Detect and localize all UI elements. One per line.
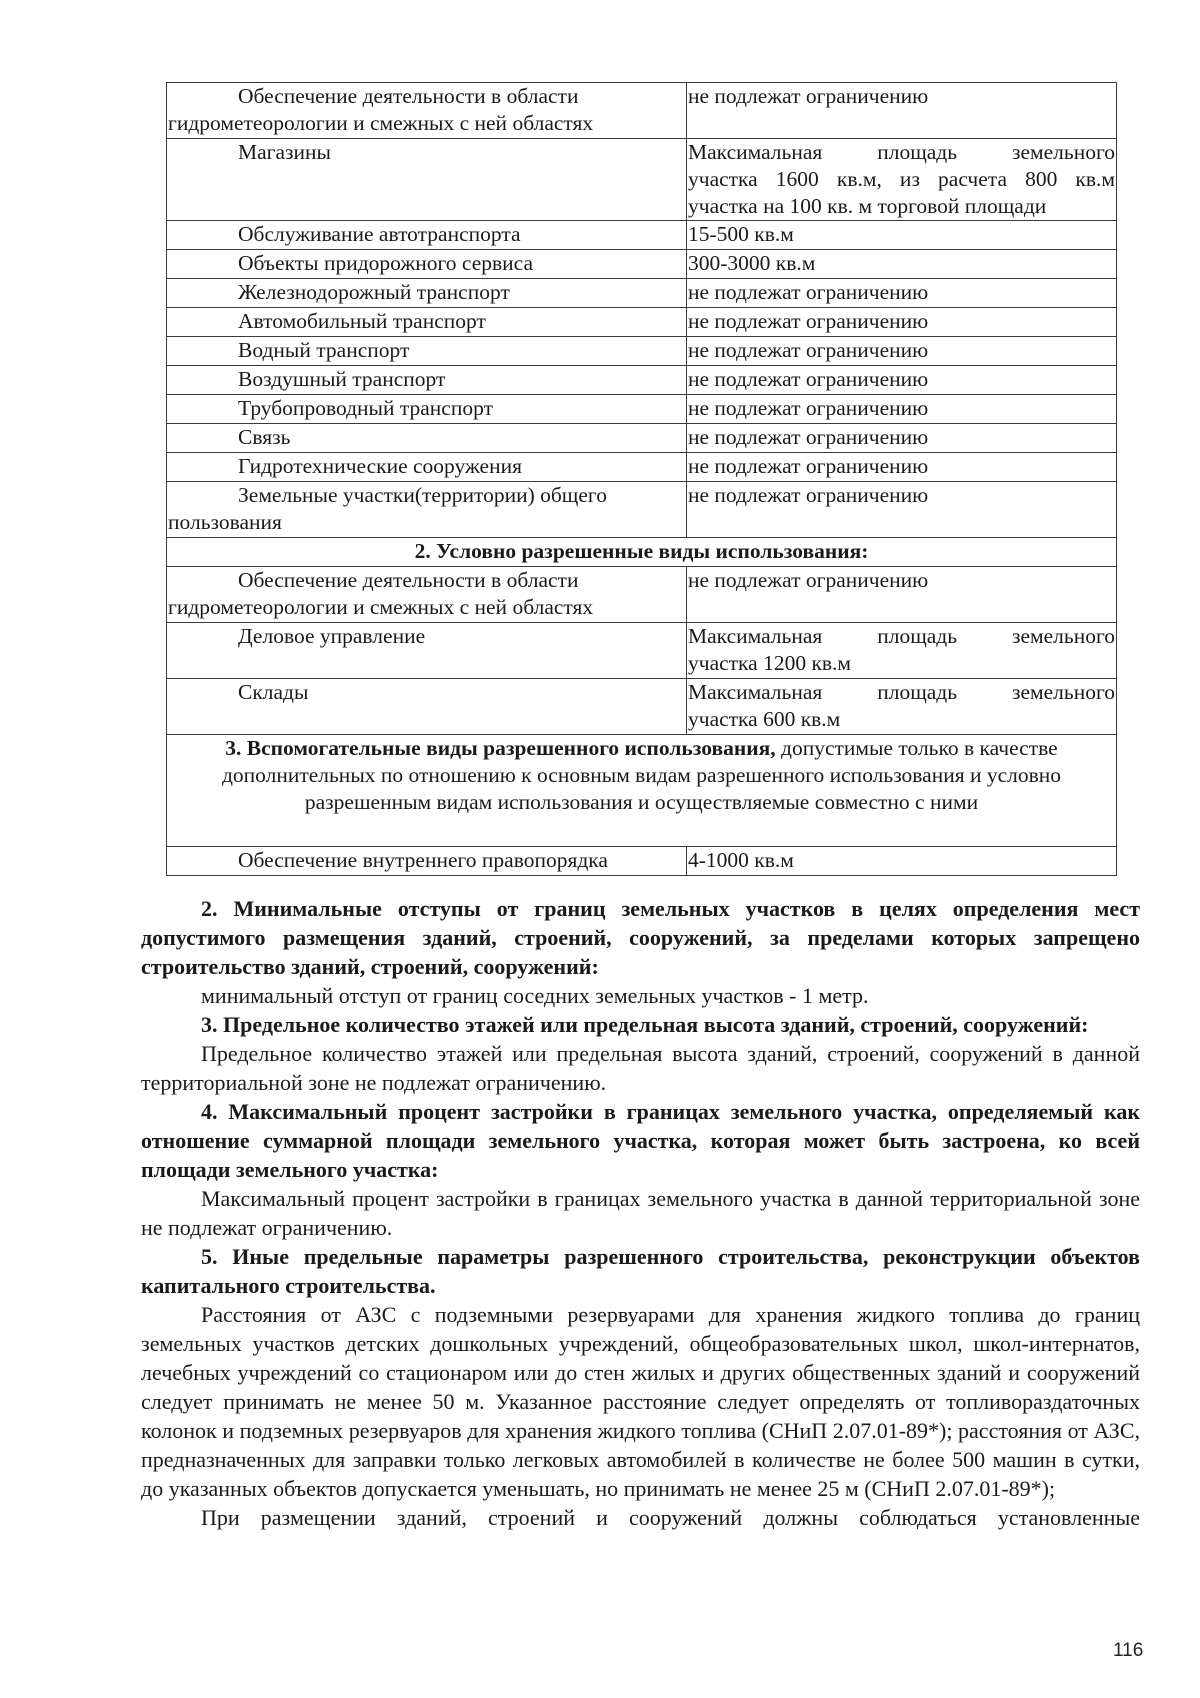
- paragraph: При размещении зданий, строений и сооружений должны соблюдаться установленные: [201, 1505, 1140, 1530]
- table-section-row: [167, 538, 1117, 567]
- table-cell: не подлежат ограничению: [687, 366, 1117, 395]
- table-row: [167, 424, 1117, 453]
- table-row: [167, 366, 1117, 395]
- table-cell: Максимальная площадь земельного участка 600 кв.м: [687, 679, 1117, 735]
- table-cell: не подлежат ограничению: [687, 83, 1117, 139]
- table-cell: не подлежат ограничению: [687, 453, 1117, 482]
- table-cell: не подлежат ограничению: [687, 337, 1117, 366]
- table-cell: не подлежат ограничению: [687, 424, 1117, 453]
- table-row: [167, 482, 1117, 538]
- table-row: [167, 567, 1117, 623]
- table-cell: Трубопроводный транспорт: [167, 395, 687, 424]
- table-cell: 4-1000 кв.м: [687, 847, 1117, 876]
- table-row: [167, 847, 1117, 876]
- table-cell: Связь: [167, 424, 687, 453]
- heading-min-setbacks: 2. Минимальные отступы от границ земельных участков в целях определения мест допустимого размещения зданий, строений, сооружений, за пределами которых запрещено строительство зданий, строений, сооружений:: [141, 896, 1140, 979]
- table-cell: Обеспечение внутреннего правопорядка: [167, 847, 687, 876]
- table-row: [167, 395, 1117, 424]
- table-row: [167, 623, 1117, 679]
- paragraph: Максимальный процент застройки в границах земельного участка в данной территориальной зоне не подлежат ограничению.: [141, 1186, 1140, 1240]
- section-2-title: 2. Условно разрешенные виды использования:: [167, 538, 1117, 567]
- table-row: [167, 679, 1117, 735]
- table-cell: Магазины: [167, 139, 687, 221]
- table-cell: не подлежат ограничению: [687, 395, 1117, 424]
- table-cell: Максимальная площадь земельного участка 1200 кв.м: [687, 623, 1117, 679]
- heading-max-coverage: 4. Максимальный процент застройки в границах земельного участка, определяемый как отношение суммарной площади земельного участка, которая может быть застроена, ко всей площади земельного участка:: [141, 1099, 1140, 1182]
- table-cell: не подлежат ограничению: [687, 279, 1117, 308]
- table-cell: 300-3000 кв.м: [687, 250, 1117, 279]
- table-row: [167, 453, 1117, 482]
- table-cell: Водный транспорт: [167, 337, 687, 366]
- table-row: [167, 139, 1117, 221]
- table-row: [167, 83, 1117, 139]
- table-cell: Воздушный транспорт: [167, 366, 687, 395]
- table-row: [167, 337, 1117, 366]
- table-cell: 15-500 кв.м: [687, 221, 1117, 250]
- table-cell: Объекты придорожного сервиса: [167, 250, 687, 279]
- table-cell: Склады: [167, 679, 687, 735]
- table-cell: Обеспечение деятельности в области гидрометеорологии и смежных с ней областях: [167, 83, 687, 139]
- table-cell: Гидротехнические сооружения: [167, 453, 687, 482]
- table-cell: Деловое управление: [167, 623, 687, 679]
- paragraph: Предельное количество этажей или предельная высота зданий, строений, сооружений в данной территориальной зоне не подлежат ограничению.: [141, 1041, 1140, 1095]
- table-cell: Обслуживание автотранспорта: [167, 221, 687, 250]
- table-row: [167, 308, 1117, 337]
- heading-other-params: 5. Иные предельные параметры разрешенного строительства, реконструкции объектов капитального строительства.: [141, 1244, 1140, 1298]
- table-cell: не подлежат ограничению: [687, 308, 1117, 337]
- table-section-row: [167, 735, 1117, 847]
- table-cell: Обеспечение деятельности в области гидрометеорологии и смежных с ней областях: [167, 567, 687, 623]
- table-cell: Максимальная площадь земельного участка 1600 кв.м, из расчета 800 кв.м участка на 100 кв. м торговой площади: [687, 139, 1117, 221]
- table-cell: не подлежат ограничению: [687, 482, 1117, 538]
- table-cell: Железнодорожный транспорт: [167, 279, 687, 308]
- paragraph: Расстояния от АЗС с подземными резервуарами для хранения жидкого топлива до границ земельных участков детских дошкольных учреждений, общеобразовательных школ, школ-интернатов, лечебных учреждений со стационаром или до стен жилых и других общественных зданий и сооружений следует принимать не менее 50 м. Указанное расстояние следует определять от топливораздаточных колонок и подземных резервуаров для хранения жидкого топлива (СНиП 2.07.01-89*); расстояния от АЗС, предназначенных для заправки только легковых автомобилей в количестве не более 500 машин в сутки, до указанных объектов допускается уменьшать, но принимать не менее 25 м (СНиП 2.07.01-89*);: [141, 1302, 1140, 1501]
- paragraph: минимальный отступ от границ соседних земельных участков - 1 метр.: [201, 983, 869, 1008]
- table-cell: не подлежат ограничению: [687, 567, 1117, 623]
- document-body: [141, 894, 1140, 1532]
- table-row: [167, 221, 1117, 250]
- land-use-table: [166, 82, 1117, 876]
- page-number: 116: [1113, 1640, 1144, 1661]
- heading-floors: 3. Предельное количество этажей или предельная высота зданий, строений, сооружений:: [201, 1012, 1089, 1037]
- table-cell: Автомобильный транспорт: [167, 308, 687, 337]
- table-cell: Земельные участки(территории) общего пользования: [167, 482, 687, 538]
- section-3-title: 3. Вспомогательные виды разрешенного использования, допустимые только в качестве дополнительных по отношению к основным видам разрешенного использования и условно разрешенным видам использования и осуществляемые совместно с ними: [167, 735, 1117, 847]
- table-row: [167, 279, 1117, 308]
- table-row: [167, 250, 1117, 279]
